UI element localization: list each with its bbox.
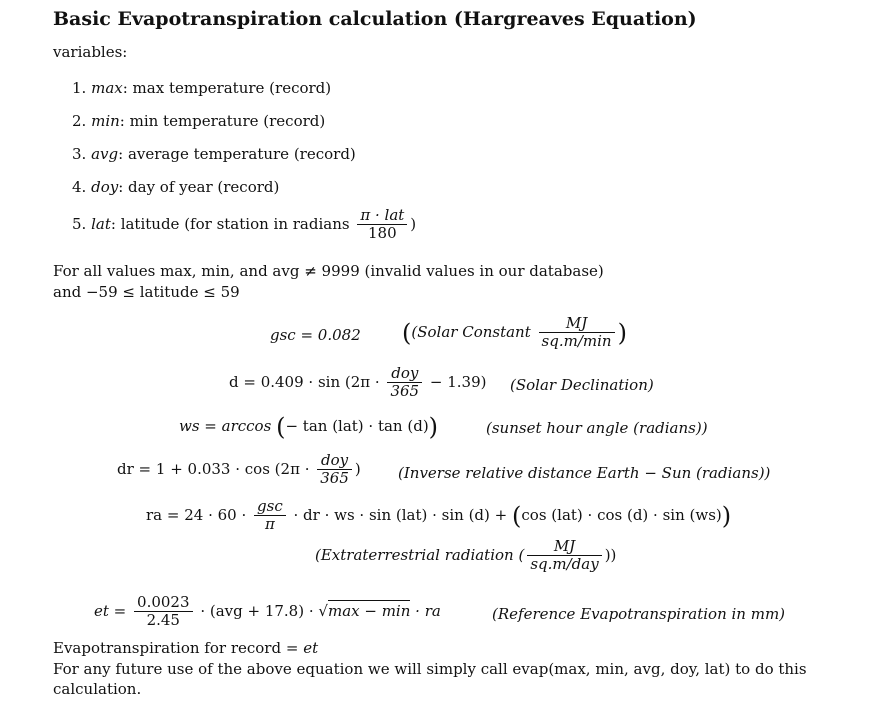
list-item: 1. max: max temperature (record) bbox=[72, 79, 332, 97]
footer-line-3: calculation. bbox=[53, 680, 142, 698]
equation-dr-note: (Inverse relative distance Earth − Sun (radians)) bbox=[398, 464, 771, 482]
condition-line-1: For all values max, min, and avg ≠ 9999 (invalid values in our database) bbox=[53, 262, 604, 280]
equation-d-note: (Solar Declination) bbox=[510, 376, 654, 394]
equation-ra: ra = 24 · 60 · $\frac{\text{gsc}}{\pi}$ · dr · ws · sin (lat) · sin (d) + (cos (lat) · cos (d) · sin (ws)) bbox=[146, 497, 732, 534]
equation-ws: ws = arccos (− tan (lat) · tan (d)) bbox=[179, 413, 439, 441]
equation-ws-note: (sunset hour angle (radians)) bbox=[486, 419, 708, 437]
equation-et-note: (Reference Evapotranspiration in mm) bbox=[492, 605, 786, 623]
condition-line-2: and −59 ≤ latitude ≤ 59 bbox=[53, 283, 240, 301]
list-item: 3. avg: average temperature (record) bbox=[72, 145, 356, 163]
footer-line-2: For any future use of the above equation we will simply call evap(max, min, avg, doy, lat) to do this bbox=[53, 660, 807, 678]
list-item: 5. lat: latitude (for station in radians $\frac{\text{π · lat}}{180}$ ) bbox=[72, 206, 417, 243]
equation-d: d = 0.409 · sin (2π · $\frac{\text{doy}}{365}$ − 1.39) bbox=[229, 364, 487, 401]
equation-et: et = $\frac{0.0023}{2.45}$ · (avg + 17.8) · √max − min · ra bbox=[94, 593, 441, 630]
equation-dr: dr = 1 + 0.033 · cos (2π · $\frac{\text{doy}}{365}$ ) bbox=[117, 451, 361, 488]
variables-label: variables: bbox=[53, 43, 128, 61]
list-item: 2. min: min temperature (record) bbox=[72, 112, 326, 130]
equation-ra-note: (Extraterrestrial radiation ( $\frac{MJ}{\text{sq.m/day}}$ )) bbox=[315, 537, 617, 574]
list-item: 4. doy: day of year (record) bbox=[72, 178, 280, 196]
page-title: Basic Evapotranspiration calculation (Hargreaves Equation) bbox=[53, 8, 697, 30]
footer-line-1: Evapotranspiration for record = et bbox=[53, 639, 319, 657]
equation-gsc-lhs: gsc = 0.082 bbox=[270, 326, 361, 344]
equation-gsc-note: ((Solar Constant $\frac{MJ}{sq.m/\min}$ ) bbox=[402, 314, 627, 351]
